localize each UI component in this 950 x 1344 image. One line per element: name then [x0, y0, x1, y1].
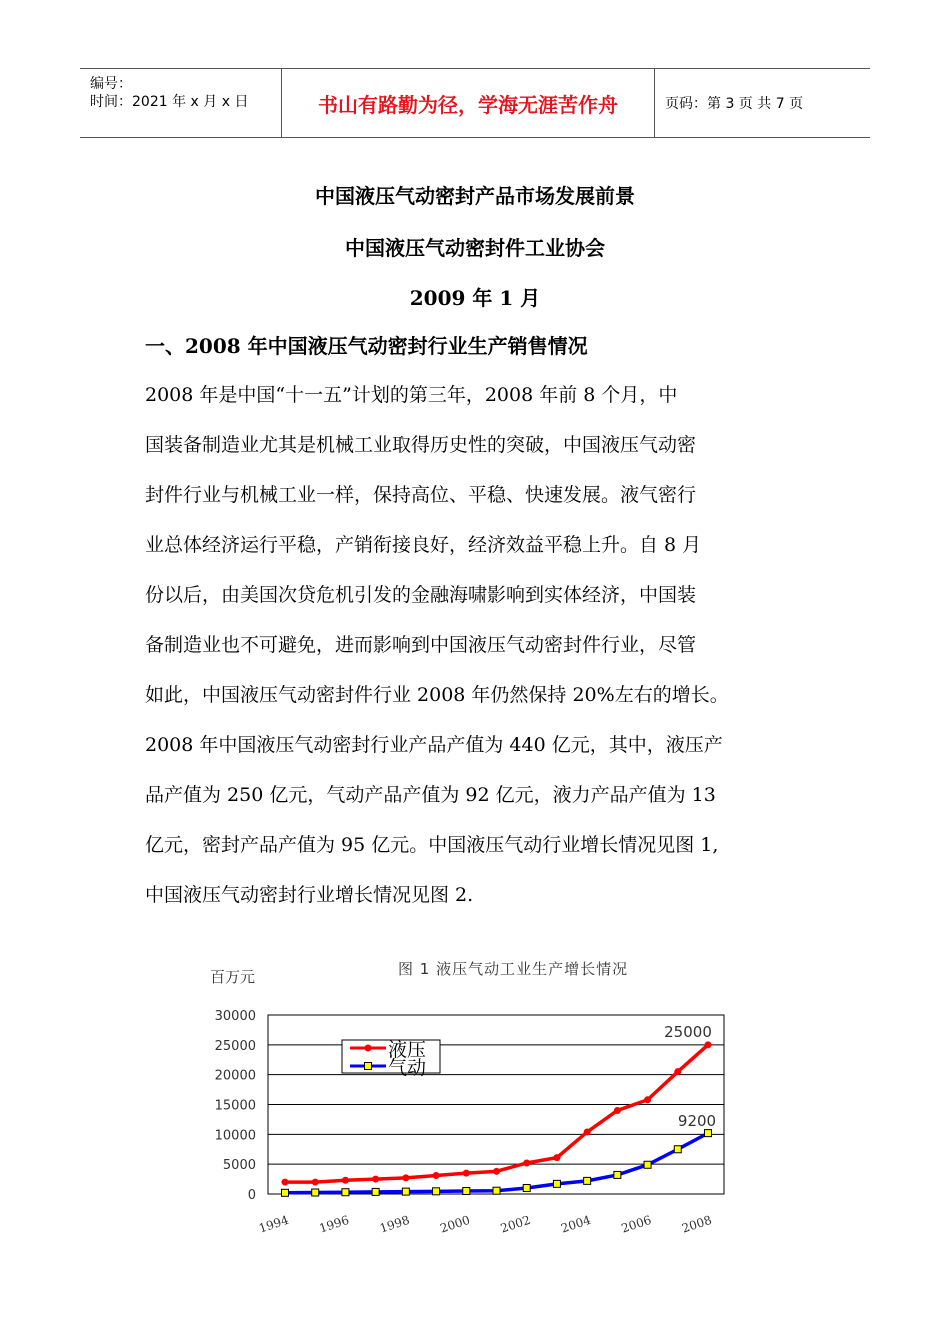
data-point [342, 1177, 349, 1184]
data-point [312, 1189, 319, 1196]
data-point [614, 1171, 621, 1178]
section-heading: 一、2008 年中国液压气动密封行业生产销售情况 [145, 334, 588, 358]
data-point [463, 1170, 470, 1177]
paragraph-line: 2008 年是中国“十一五”计划的第三年，2008 年前 8 个月，中 [145, 384, 678, 406]
data-label: 9200 [677, 1112, 717, 1130]
data-point [282, 1189, 289, 1196]
data-point [705, 1130, 712, 1137]
legend-marker [365, 1063, 372, 1070]
y-tick-label: 15000 [214, 1098, 256, 1114]
legend-label: 液压 [388, 1039, 427, 1061]
data-point [553, 1154, 560, 1161]
paragraph-line: 如此，中国液压气动密封件行业 2008 年仍然保持 20%左右的增长。 [145, 684, 729, 706]
x-tick-label: 2000 [438, 1212, 472, 1236]
chart-ylabel: 百万元 [210, 968, 256, 986]
y-tick-label: 20000 [214, 1068, 256, 1084]
data-point [614, 1107, 621, 1114]
legend-marker [365, 1045, 372, 1052]
x-tick-label: 2002 [498, 1212, 533, 1236]
document-title: 中国液压气动密封产品市场发展前景 [315, 184, 635, 208]
paragraph-line: 封件行业与机械工业一样，保持高位、平稳、快速发展。液气密行 [145, 484, 697, 506]
x-tick-label: 1998 [377, 1212, 412, 1236]
data-point [342, 1189, 349, 1196]
y-tick-label: 5000 [222, 1158, 256, 1174]
paragraph-line: 品产值为 250 亿元，气动产品产值为 92 亿元，液力产品产值为 13 [145, 784, 716, 806]
data-point [402, 1174, 409, 1181]
data-point [493, 1168, 500, 1175]
data-point [493, 1187, 500, 1194]
paragraph-line: 2008 年中国液压气动密封行业产品产值为 440 亿元，其中，液压产 [145, 734, 723, 756]
x-tick-label: 2006 [619, 1212, 654, 1236]
motto: 书山有路勤为径，学海无涯苦作舟 [318, 92, 618, 117]
data-point [644, 1096, 651, 1103]
date-label: 时间：2021 年 x 月 x 日 [90, 94, 249, 110]
x-tick-label: 2008 [680, 1212, 714, 1236]
data-point [433, 1172, 440, 1179]
x-tick-label: 1996 [317, 1212, 351, 1236]
data-point [463, 1188, 470, 1195]
data-point [433, 1188, 440, 1195]
data-point [584, 1128, 591, 1135]
data-point [402, 1188, 409, 1195]
legend-label: 气动 [388, 1057, 427, 1079]
data-point [705, 1041, 712, 1048]
x-tick-label: 2004 [559, 1212, 593, 1236]
paragraph-line: 国装备制造业尤其是机械工业取得历史性的突破，中国液压气动密 [145, 434, 697, 456]
y-tick-label: 0 [247, 1188, 256, 1203]
paragraph-line: 中国液压气动密封行业增长情况见图 2. [145, 884, 474, 906]
chart-title: 图 1 液压气动工业生产增长情况 [398, 960, 629, 978]
serial-label: 编号： [90, 76, 132, 92]
paragraph-line: 亿元，密封产品产值为 95 亿元。中国液压气动行业增长情况见图 1, [145, 834, 719, 856]
data-point [584, 1177, 591, 1184]
document-org: 中国液压气动密封件工业协会 [345, 236, 605, 260]
data-point [553, 1180, 560, 1187]
data-point [312, 1179, 319, 1186]
data-point [372, 1188, 379, 1195]
y-tick-label: 10000 [214, 1128, 256, 1144]
data-point [282, 1179, 289, 1186]
data-point [372, 1176, 379, 1183]
y-tick-label: 30000 [214, 1009, 256, 1024]
data-point [523, 1185, 530, 1192]
document-date: 2009 年 1 月 [409, 286, 541, 310]
x-tick-label: 1994 [257, 1212, 291, 1236]
y-tick-label: 25000 [214, 1038, 256, 1054]
data-point [674, 1068, 681, 1075]
data-point [523, 1159, 530, 1166]
paragraph-line: 份以后，由美国次贷危机引发的金融海啸影响到实体经济，中国装 [145, 584, 697, 606]
data-label: 25000 [664, 1023, 712, 1041]
page-info: 页码：第 3 页 共 7 页 [665, 96, 804, 112]
paragraph-line: 备制造业也不可避免，进而影响到中国液压气动密封件行业，尽管 [145, 634, 697, 656]
data-point [644, 1161, 651, 1168]
paragraph-line: 业总体经济运行平稳，产销衔接良好，经济效益平稳上升。自 8 月 [145, 534, 702, 556]
data-point [674, 1146, 681, 1153]
